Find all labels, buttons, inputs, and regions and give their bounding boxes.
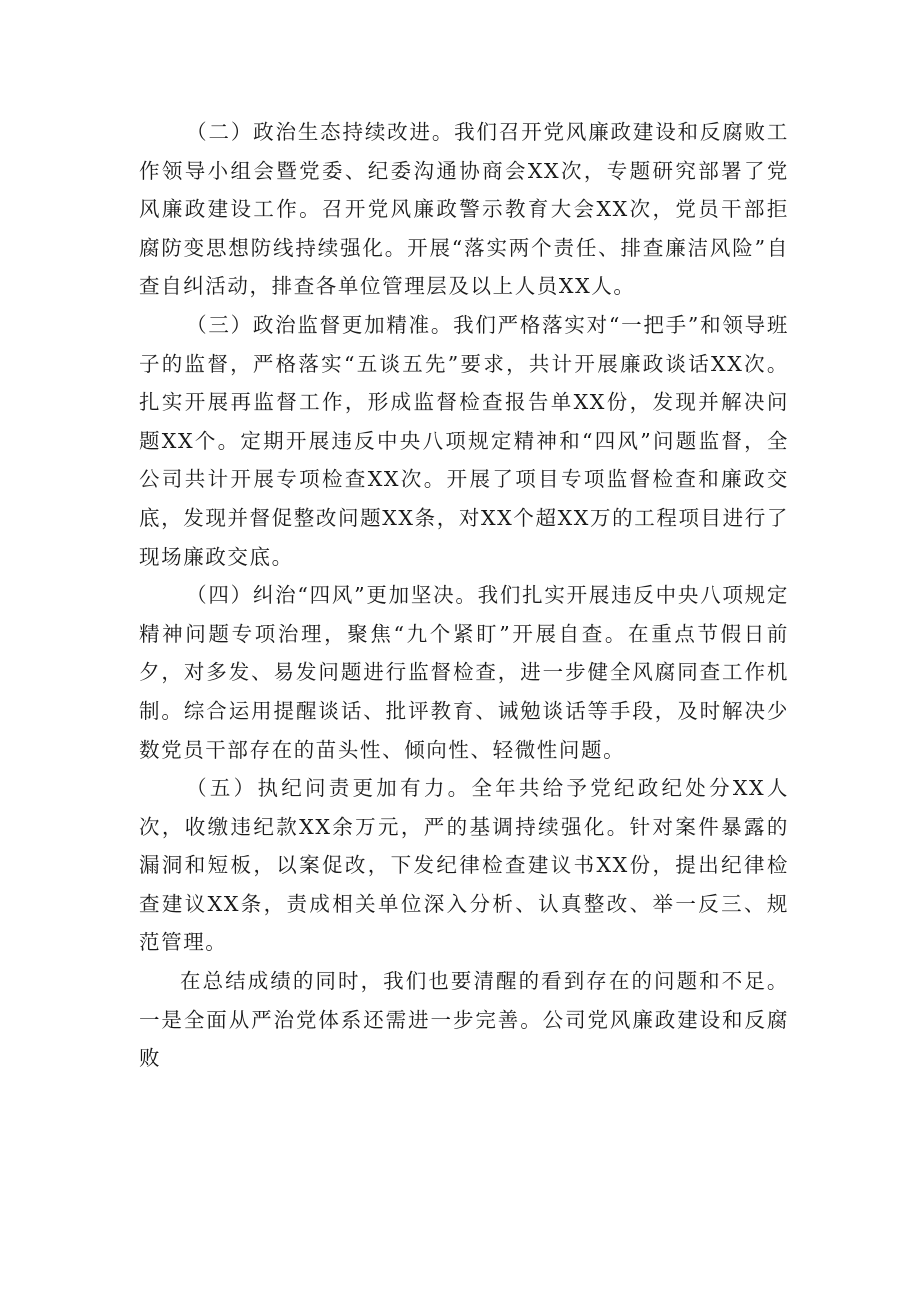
paragraph-problems-summary: 在总结成绩的同时，我们也要清醒的看到存在的问题和不足。一是全面从严治党体系还需进一步完善。公司党风廉政建设和反腐败 (139, 969, 789, 1071)
paragraph-political-supervision: （三）政治监督更加精准。我们严格落实对“一把手”和领导班子的监督，严格落实“五谈五先”要求，共计开展廉政谈话XX次。扎实开展再监督工作，形成监督检查报告单XX份，发现并解决问题XX个。定期开展违反中央八项规定精神和“四风”问题监督，全公司共计开展专项检查XX次。开展了项目专项监督检查和廉政交底，发现并督促整改问题XX条，对XX个超XX万的工程项目进行了现场廉政交底。 (139, 312, 789, 569)
paragraph-political-ecology: （二）政治生态持续改进。我们召开党风廉政建设和反腐败工作领导小组会暨党委、纪委沟通协商会XX次，专题研究部署了党风廉政建设工作。召开党风廉政警示教育大会XX次，党员干部拒腐防变思想防线持续强化。开展“落实两个责任、排查廉洁风险”自查自纠活动，排查各单位管理层及以上人员XX人。 (139, 120, 789, 299)
document-body (139, 113, 789, 1078)
paragraph-discipline-accountability: （五）执纪问责更加有力。全年共给予党纪政纪处分XX人次，收缴违纪款XX余万元，严的基调持续强化。针对案件暴露的漏洞和短板，以案促改，下发纪律检查建议书XX份，提出纪律检查建议XX条，责成相关单位深入分析、认真整改、举一反三、规范管理。 (139, 776, 789, 955)
paragraph-four-winds: （四）纠治“四风”更加坚决。我们扎实开展违反中央八项规定精神问题专项治理，聚焦“九个紧盯”开展自查。在重点节假日前夕，对多发、易发问题进行监督检查，进一步健全风腐同查工作机制。综合运用提醒谈话、批评教育、诫勉谈话等手段，及时解决少数党员干部存在的苗头性、倾向性、轻微性问题。 (139, 583, 789, 762)
